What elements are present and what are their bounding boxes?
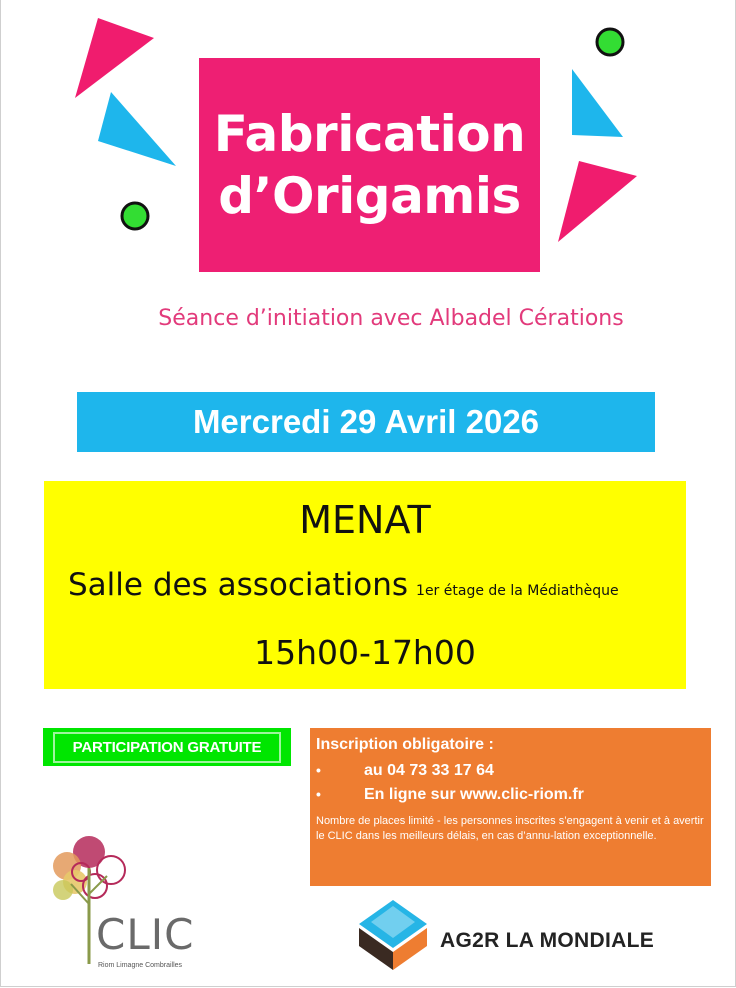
subtitle: Séance d’initiation avec Albadel Cérations: [158, 306, 624, 331]
date-banner: Mercredi 29 Avril 2026: [77, 392, 655, 452]
blue-triangle-icon: [98, 92, 176, 166]
venue-hall-name: Salle des associations: [68, 567, 409, 603]
free-participation-label: PARTICIPATION GRATUITE: [53, 732, 281, 763]
blue-triangle-icon: [572, 69, 623, 137]
green-dot-icon: [122, 203, 148, 229]
registration-item-phone: [316, 762, 494, 780]
ag2r-logo-text: AG2R LA MONDIALE: [440, 929, 655, 952]
green-dot-icon: [597, 29, 623, 55]
venue-hall-detail: 1er étage de la Médiathèque: [416, 583, 619, 599]
registration-panel: [310, 728, 711, 886]
registration-item-web: [316, 786, 584, 804]
venue-city: MENAT: [299, 498, 431, 542]
title-banner: [199, 58, 540, 272]
registration-phone: au 04 73 33 17 64: [364, 762, 494, 779]
venue-hours: 15h00-17h00: [254, 633, 476, 672]
pink-triangle-icon: [558, 161, 637, 242]
venue-hall: [68, 567, 619, 603]
venue-panel: [44, 481, 686, 689]
registration-website[interactable]: En ligne sur www.clic-riom.fr: [364, 786, 584, 803]
registration-title: Inscription obligatoire :: [316, 736, 494, 753]
bullet-icon: •: [316, 762, 321, 778]
clic-logo-text: CLIC: [96, 910, 195, 959]
free-participation-badge: [43, 728, 291, 766]
clic-tagline: Riom Limagne Combrailles: [98, 962, 183, 969]
ag2r-cube-logo: [357, 898, 429, 972]
pink-triangle-icon: [75, 18, 154, 98]
registration-note: Nombre de places limité - les personnes inscrites s’engagent à venir et à avertir le CLIC dans les meilleurs délais, en cas d’annu-lation exceptionnelle.: [316, 815, 704, 842]
bullet-icon: •: [316, 786, 321, 802]
title-line-2: d’Origamis: [218, 167, 521, 225]
title-line-1: Fabrication: [213, 105, 526, 163]
